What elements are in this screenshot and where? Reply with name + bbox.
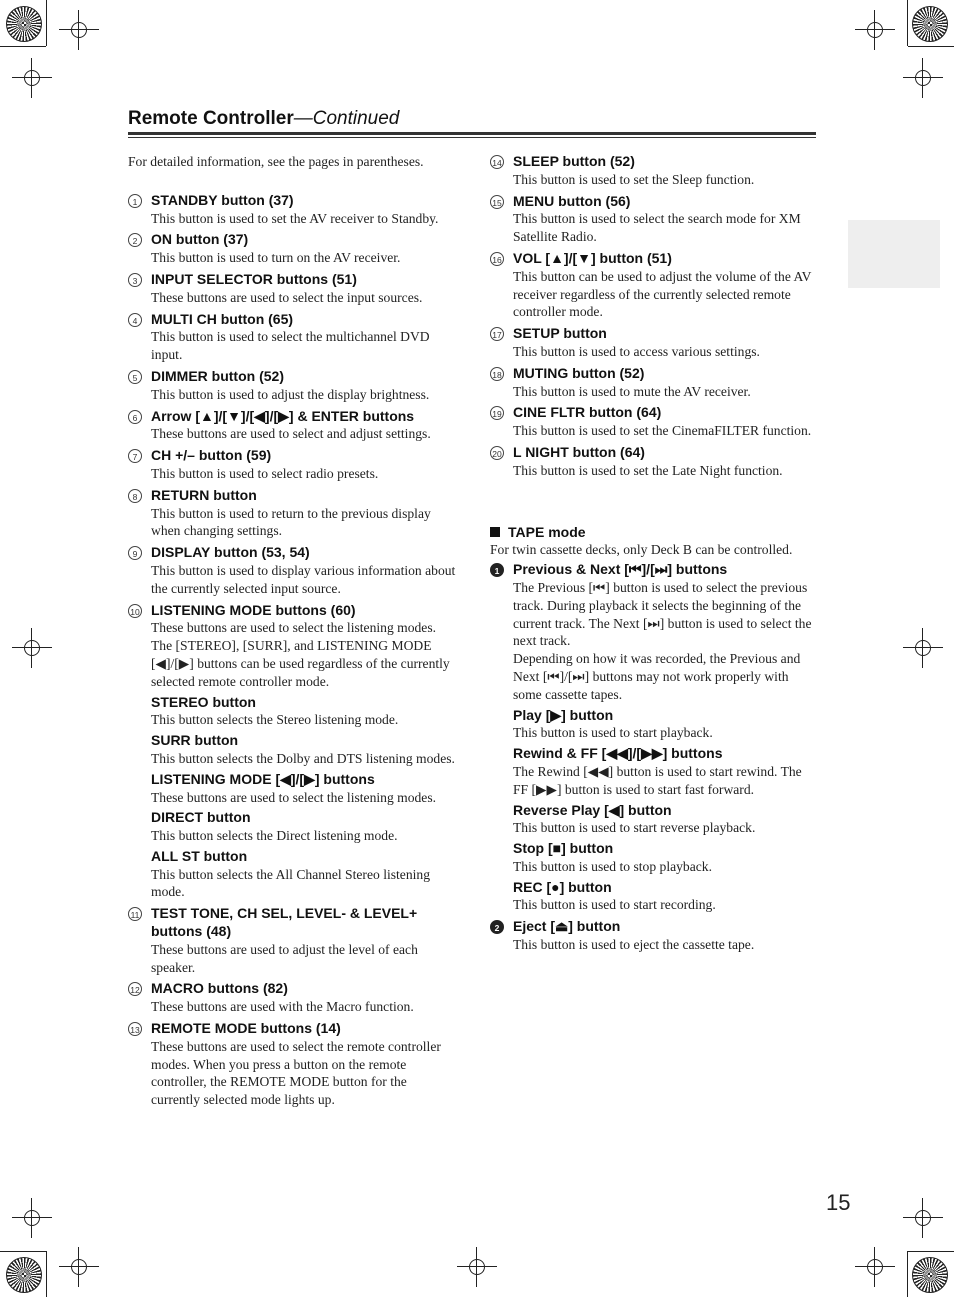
item-number: 16 bbox=[490, 252, 504, 266]
sub-desc: This button selects the Dolby and DTS listening modes. bbox=[151, 750, 455, 766]
list-item bbox=[490, 444, 820, 480]
list-item bbox=[490, 193, 820, 246]
registration-rosette-icon bbox=[6, 1257, 42, 1293]
sub-title: Stop [■] button bbox=[513, 840, 614, 857]
item-title: RETURN button bbox=[151, 486, 257, 503]
crosshair-mark-icon bbox=[903, 628, 943, 668]
crosshair-mark-icon bbox=[12, 1198, 52, 1238]
item-desc: This button is used to set the AV receiver to Standby. bbox=[151, 210, 439, 226]
item-number: 7 bbox=[128, 449, 142, 463]
item-number: 18 bbox=[490, 367, 504, 381]
item-desc: This button is used to select the multichannel DVD input. bbox=[151, 329, 430, 363]
sub-desc: This button is used to start reverse playback. bbox=[513, 820, 756, 836]
list-item bbox=[490, 561, 820, 914]
item-number: 4 bbox=[128, 313, 142, 327]
crosshair-mark-icon bbox=[457, 1247, 497, 1287]
sub-title: Reverse Play [◀] button bbox=[513, 801, 672, 818]
item-number: 19 bbox=[490, 406, 504, 420]
left-column bbox=[128, 153, 458, 1113]
item-number: 12 bbox=[128, 982, 142, 996]
sub-desc: This button selects the Direct listening mode. bbox=[151, 828, 398, 844]
item-title: INPUT SELECTOR buttons (51) bbox=[151, 270, 357, 287]
item-number: 5 bbox=[128, 370, 142, 384]
sub-item bbox=[513, 745, 820, 798]
trim-line bbox=[0, 1251, 46, 1252]
item-title: MUTING button (52) bbox=[513, 364, 645, 381]
trim-line bbox=[907, 1251, 908, 1297]
sub-desc: This button selects the All Channel Stereo listening mode. bbox=[151, 866, 431, 900]
sub-title: Rewind & FF [◀◀]/[▶▶] buttons bbox=[513, 745, 723, 762]
crosshair-mark-icon bbox=[12, 58, 52, 98]
item-title: REMOTE MODE buttons (14) bbox=[151, 1020, 341, 1037]
list-item bbox=[128, 487, 458, 540]
tape-mode-section bbox=[490, 524, 820, 954]
item-title: STANDBY button (37) bbox=[151, 191, 294, 208]
item-title: Previous & Next [⏮]/[⏭] buttons bbox=[513, 561, 728, 578]
crosshair-mark-icon bbox=[59, 10, 99, 50]
item-desc: These buttons are used with the Macro function. bbox=[151, 999, 414, 1015]
list-item bbox=[128, 602, 458, 902]
item-title: TEST TONE, CH SEL, LEVEL- & LEVEL+ buttons (48) bbox=[151, 905, 418, 940]
page-header bbox=[128, 108, 816, 135]
crosshair-mark-icon bbox=[59, 1247, 99, 1287]
registration-rosette-icon bbox=[912, 6, 948, 42]
list-item bbox=[128, 980, 458, 1016]
crosshair-mark-icon bbox=[855, 10, 895, 50]
item-title: LISTENING MODE buttons (60) bbox=[151, 601, 356, 618]
item-number: 2 bbox=[490, 920, 504, 934]
right-column bbox=[490, 153, 820, 958]
item-title: CINE FLTR button (64) bbox=[513, 404, 662, 421]
item-number: 1 bbox=[128, 194, 142, 208]
item-title: VOL [▲]/[▼] button (51) bbox=[513, 249, 672, 266]
sub-desc: The Rewind [◀◀] button is used to start rewind. The FF [▶▶] button is used to start fast forward. bbox=[513, 763, 802, 797]
sub-item bbox=[513, 802, 820, 838]
sub-title: ALL ST button bbox=[151, 847, 248, 864]
item-desc: This button is used to set the Late Night function. bbox=[513, 462, 783, 478]
item-desc: This button is used to access various settings. bbox=[513, 343, 760, 359]
list-item bbox=[490, 365, 820, 401]
list-item bbox=[128, 231, 458, 267]
registration-rosette-icon bbox=[6, 6, 42, 42]
list-item bbox=[490, 153, 820, 189]
item-title: MACRO buttons (82) bbox=[151, 980, 288, 997]
item-title: CH +/– button (59) bbox=[151, 447, 272, 464]
item-number: 11 bbox=[128, 907, 142, 921]
list-item bbox=[490, 404, 820, 440]
item-desc: These buttons are used to select the remote controller modes. When you press a button on the remote controller, the REMOTE MODE button for the currently selected mode lights up. bbox=[151, 1038, 441, 1108]
list-item bbox=[490, 250, 820, 321]
sub-item bbox=[513, 879, 820, 915]
trim-line bbox=[908, 46, 954, 47]
sub-desc: This button is used to stop playback. bbox=[513, 858, 712, 874]
intro-text: For detailed information, see the pages in parentheses. bbox=[128, 154, 424, 169]
item-desc: This button is used to turn on the AV receiver. bbox=[151, 250, 401, 266]
item-title: SETUP button bbox=[513, 325, 607, 342]
side-tab bbox=[848, 220, 940, 288]
item-number: 14 bbox=[490, 155, 504, 169]
page-number: 15 bbox=[826, 1190, 851, 1215]
item-title: Arrow [▲]/[▼]/[◀]/[▶] & ENTER buttons bbox=[151, 407, 415, 424]
sub-item bbox=[151, 809, 458, 845]
sub-title: LISTENING MODE [◀]/[▶] buttons bbox=[151, 770, 375, 787]
item-desc: These buttons are used to select the input sources. bbox=[151, 289, 423, 305]
item-desc: This button can be used to adjust the volume of the AV receiver regardless of the currently selected remote controller mode. bbox=[513, 268, 812, 320]
item-number: 6 bbox=[128, 410, 142, 424]
item-title: DIMMER button (52) bbox=[151, 367, 284, 384]
trim-line bbox=[908, 1251, 954, 1252]
item-desc: These buttons are used to select and adjust settings. bbox=[151, 426, 431, 442]
registration-rosette-icon bbox=[912, 1257, 948, 1293]
tape-mode-title: TAPE mode bbox=[490, 524, 820, 542]
sub-desc: This button selects the Stereo listening mode. bbox=[151, 712, 399, 728]
item-title: Eject [⏏] button bbox=[513, 918, 621, 935]
list-item bbox=[490, 325, 820, 361]
sub-title: DIRECT button bbox=[151, 809, 251, 826]
header-suffix: —Continued bbox=[293, 108, 400, 129]
trim-line bbox=[907, 0, 908, 46]
item-number: 3 bbox=[128, 273, 142, 287]
crosshair-mark-icon bbox=[855, 1247, 895, 1287]
item-number: 1 bbox=[490, 563, 504, 577]
item-desc: This button is used to display various information about the currently selected input source. bbox=[151, 562, 456, 596]
sub-desc: This button is used to start recording. bbox=[513, 897, 716, 913]
crosshair-mark-icon bbox=[12, 628, 52, 668]
item-desc: This button is used to set the CinemaFILTER function. bbox=[513, 423, 812, 439]
list-item bbox=[128, 192, 458, 228]
trim-line bbox=[46, 1251, 47, 1297]
item-desc: These buttons are used to select the listening modes. The [STEREO], [SURR], and LISTENING MODE [◀]/[▶] buttons can be used regardless of the currently selected remote controller mode. bbox=[151, 620, 450, 689]
item-desc: This button is used to select radio presets. bbox=[151, 465, 379, 481]
list-item bbox=[128, 271, 458, 307]
item-desc: These buttons are used to adjust the level of each speaker. bbox=[151, 941, 418, 975]
sub-item bbox=[513, 840, 820, 876]
item-title: MULTI CH button (65) bbox=[151, 310, 294, 327]
tape-mode-intro: For twin cassette decks, only Deck B can be controlled. bbox=[490, 542, 793, 558]
list-item bbox=[128, 311, 458, 364]
item-desc: This button is used to mute the AV receiver. bbox=[513, 383, 751, 399]
list-item bbox=[128, 368, 458, 404]
item-number: 2 bbox=[128, 233, 142, 247]
sub-desc: This button is used to start playback. bbox=[513, 725, 713, 741]
sub-desc: These buttons are used to select the listening modes. bbox=[151, 789, 437, 805]
sub-title: Play [▶] button bbox=[513, 706, 614, 723]
item-title: MENU button (56) bbox=[513, 192, 631, 209]
sub-item bbox=[151, 771, 458, 807]
sub-item bbox=[513, 707, 820, 743]
sub-item bbox=[151, 732, 458, 768]
item-title: L NIGHT button (64) bbox=[513, 443, 645, 460]
sub-title: STEREO button bbox=[151, 693, 256, 710]
list-item bbox=[128, 1020, 458, 1109]
item-desc: This button is used to select the search mode for XM Satellite Radio. bbox=[513, 211, 801, 245]
crosshair-mark-icon bbox=[903, 1198, 943, 1238]
item-number: 8 bbox=[128, 489, 142, 503]
sub-item bbox=[151, 694, 458, 730]
trim-line bbox=[0, 46, 46, 47]
item-desc: The Previous [⏮] button is used to select the previous track. During playback it selects the beginning of the current track. The Next [⏭] button is used to select the next track. bbox=[513, 579, 812, 649]
item-number: 10 bbox=[128, 604, 142, 618]
list-item bbox=[128, 447, 458, 483]
item-number: 9 bbox=[128, 546, 142, 560]
item-number: 17 bbox=[490, 327, 504, 341]
item-number: 13 bbox=[128, 1022, 142, 1036]
item-title: ON button (37) bbox=[151, 231, 249, 248]
item-desc: This button is used to adjust the display brightness. bbox=[151, 386, 430, 402]
list-item bbox=[128, 905, 458, 976]
trim-line bbox=[46, 0, 47, 46]
item-title: SLEEP button (52) bbox=[513, 153, 635, 169]
crosshair-mark-icon bbox=[903, 58, 943, 98]
sub-title: SURR button bbox=[151, 732, 239, 749]
item-desc: This button is used to set the Sleep function. bbox=[513, 171, 755, 187]
sub-item bbox=[151, 848, 458, 901]
header-title: Remote Controller bbox=[128, 108, 294, 129]
list-item bbox=[128, 408, 458, 444]
list-item bbox=[490, 918, 820, 954]
list-item bbox=[128, 544, 458, 597]
item-desc: Depending on how it was recorded, the Previous and Next [⏮]/[⏭] buttons may not work properly with some cassette tapes. bbox=[513, 651, 801, 702]
item-number: 15 bbox=[490, 195, 504, 209]
item-desc: This button is used to return to the previous display when changing settings. bbox=[151, 505, 431, 539]
sub-title: REC [●] button bbox=[513, 878, 612, 895]
item-number: 20 bbox=[490, 446, 504, 460]
item-title: DISPLAY button (53, 54) bbox=[151, 544, 310, 561]
item-desc: This button is used to eject the cassette tape. bbox=[513, 937, 755, 953]
